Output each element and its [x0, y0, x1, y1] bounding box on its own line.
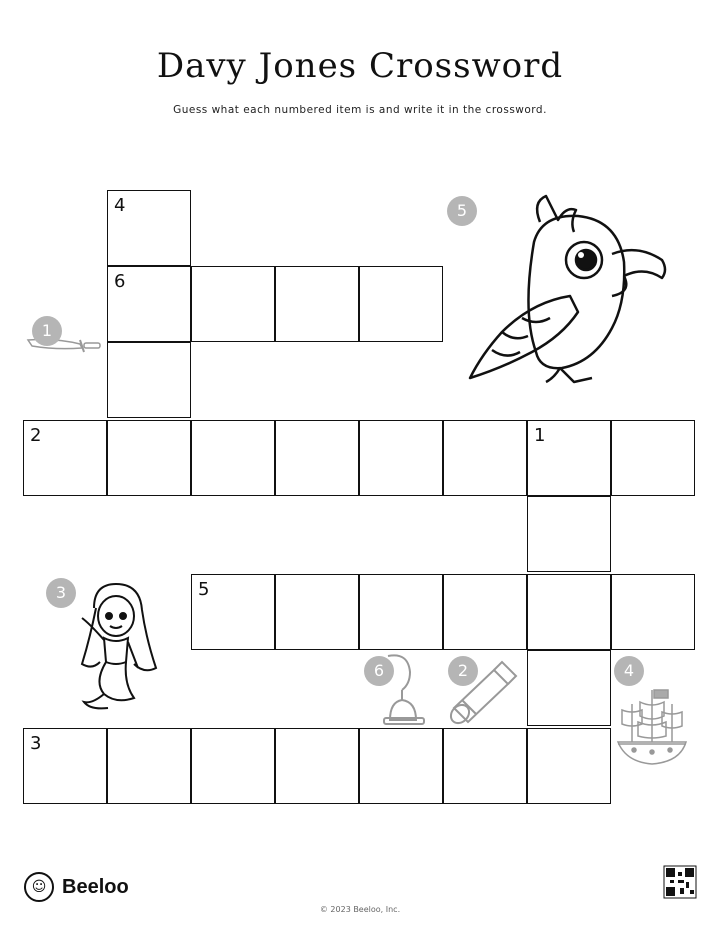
grid-cell[interactable] — [23, 728, 107, 804]
clue-badge: 4 — [614, 656, 644, 686]
grid-cell[interactable] — [275, 266, 359, 342]
hook-icon — [380, 652, 430, 726]
instructions: Guess what each numbered item is and write it in the crossword. — [173, 104, 547, 116]
grid-cell[interactable] — [359, 420, 443, 496]
grid-cell[interactable] — [443, 728, 527, 804]
copyright-text: © 2023 Beeloo, Inc. — [319, 905, 401, 914]
grid-cell[interactable] — [107, 342, 191, 418]
clue-badge: 2 — [448, 656, 478, 686]
parrot-icon — [462, 192, 698, 392]
grid-cell[interactable] — [359, 266, 443, 342]
qr-code-icon — [660, 858, 700, 906]
grid-cell[interactable] — [359, 574, 443, 650]
page-title: Davy Jones Crossword — [156, 46, 564, 86]
clue-badge: 6 — [364, 656, 394, 686]
clue-badge: 1 — [32, 316, 62, 346]
grid-cell[interactable] — [107, 190, 191, 266]
grid-cell[interactable] — [527, 420, 611, 496]
grid-cell[interactable] — [275, 728, 359, 804]
grid-cell[interactable] — [527, 650, 611, 726]
grid-cell[interactable] — [23, 420, 107, 496]
pirate-ship-icon — [612, 682, 692, 768]
grid-cell[interactable] — [107, 728, 191, 804]
mermaid-icon — [64, 578, 174, 714]
grid-cell[interactable] — [191, 728, 275, 804]
grid-cell[interactable] — [107, 420, 191, 496]
grid-cell[interactable] — [527, 728, 611, 804]
clue-badge: 5 — [447, 196, 477, 226]
grid-cell[interactable] — [443, 574, 527, 650]
clue-number: 6 — [114, 271, 126, 292]
grid-cell[interactable] — [359, 728, 443, 804]
clue-number: 5 — [198, 579, 210, 600]
grid-cell[interactable] — [275, 420, 359, 496]
clue-badge: 3 — [46, 578, 76, 608]
brand-name: Beeloo — [62, 875, 129, 898]
clue-number: 2 — [30, 425, 42, 446]
telescope-icon — [446, 656, 522, 726]
grid-cell[interactable] — [191, 266, 275, 342]
grid-cell[interactable] — [611, 574, 695, 650]
grid-cell[interactable] — [527, 574, 611, 650]
grid-cell[interactable] — [611, 420, 695, 496]
grid-cell[interactable] — [275, 574, 359, 650]
grid-cell[interactable] — [191, 574, 275, 650]
clue-number: 3 — [30, 733, 42, 754]
grid-cell[interactable] — [191, 420, 275, 496]
bee-icon: ☺ — [24, 872, 54, 902]
grid-cell[interactable] — [107, 266, 191, 342]
grid-cell[interactable] — [443, 420, 527, 496]
clue-number: 1 — [534, 425, 546, 446]
grid-cell[interactable] — [527, 496, 611, 572]
brand-logo — [24, 872, 129, 902]
clue-number: 4 — [114, 195, 126, 216]
